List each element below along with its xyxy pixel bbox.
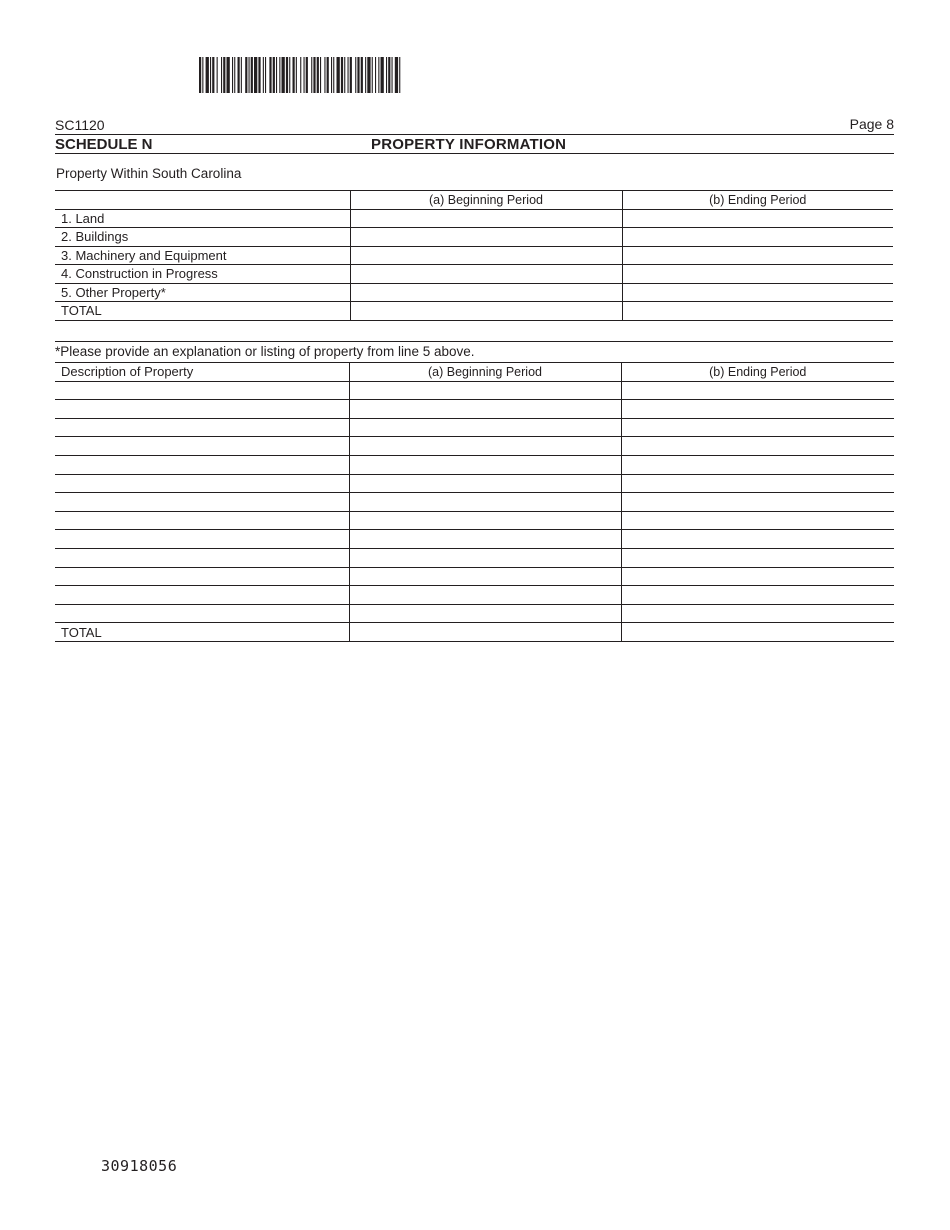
listing-ending-input[interactable] xyxy=(621,474,894,493)
listing-description-input[interactable] xyxy=(55,437,349,456)
table-row xyxy=(55,381,894,400)
barcode-bar xyxy=(331,57,332,93)
listing-ending-input[interactable] xyxy=(621,548,894,567)
barcode-bar xyxy=(263,57,264,93)
listing-description-input[interactable] xyxy=(55,381,349,400)
barcode-bar xyxy=(320,57,321,93)
listing-ending-input[interactable] xyxy=(621,400,894,419)
barcode-bar xyxy=(388,57,390,93)
listing-ending-input[interactable] xyxy=(621,586,894,605)
barcode-bar xyxy=(395,57,398,93)
listing-ending-input[interactable] xyxy=(621,604,894,623)
listing-total-ending-input[interactable] xyxy=(621,623,894,642)
barcode-bar xyxy=(249,57,250,93)
barcode-bar xyxy=(372,57,373,93)
table-row xyxy=(55,246,893,265)
barcode-bar xyxy=(199,57,201,93)
table-row xyxy=(55,474,894,493)
listing-description-input[interactable] xyxy=(55,418,349,437)
listing-ending-input[interactable] xyxy=(621,418,894,437)
construction-beginning-input[interactable] xyxy=(350,265,622,284)
row-label-construction: 4. Construction in Progress xyxy=(55,265,350,284)
barcode-bar xyxy=(265,57,266,93)
barcode-bar xyxy=(300,57,301,93)
listing-beginning-input[interactable] xyxy=(349,548,621,567)
listing-beginning-input[interactable] xyxy=(349,381,621,400)
barcode-bar xyxy=(293,57,295,93)
barcode-bar xyxy=(223,57,225,93)
table-row xyxy=(55,400,894,419)
barcode-bar xyxy=(392,57,393,93)
table-row xyxy=(55,548,894,567)
barcode-bar xyxy=(381,57,384,93)
section-divider xyxy=(55,341,893,342)
barcode-bar xyxy=(254,57,257,93)
listing-description-input[interactable] xyxy=(55,586,349,605)
property-table xyxy=(55,190,893,321)
barcode-bar xyxy=(327,57,329,93)
barcode-bar xyxy=(378,57,379,93)
barcode-bar xyxy=(324,57,325,93)
barcode-bar xyxy=(273,57,275,93)
listing-beginning-input[interactable] xyxy=(349,455,621,474)
table-row xyxy=(55,586,894,605)
barcode xyxy=(199,57,471,93)
section-title-sc-property: Property Within South Carolina xyxy=(56,166,242,181)
col-ending-period: (b) Ending Period xyxy=(622,191,893,210)
construction-ending-input[interactable] xyxy=(622,265,893,284)
title-divider xyxy=(55,153,894,154)
barcode-bar xyxy=(210,57,211,93)
table-row xyxy=(55,209,893,228)
barcode-bar xyxy=(399,57,400,93)
barcode-bar xyxy=(234,57,235,93)
total-ending-input[interactable] xyxy=(622,302,893,321)
barcode-bar xyxy=(245,57,247,93)
barcode-bar xyxy=(357,57,359,93)
listing-beginning-input[interactable] xyxy=(349,530,621,549)
row-label-buildings: 2. Buildings xyxy=(55,228,350,247)
other-property-note: *Please provide an explanation or listing of property from line 5 above. xyxy=(55,344,475,359)
barcode-bar xyxy=(276,57,277,93)
barcode-bar xyxy=(348,57,349,93)
listing-description-input[interactable] xyxy=(55,604,349,623)
listing-ending-input[interactable] xyxy=(621,567,894,586)
barcode-bar xyxy=(365,57,366,93)
header-divider xyxy=(55,134,894,135)
barcode-bar xyxy=(344,57,345,93)
barcode-bar xyxy=(350,57,352,93)
other-ending-input[interactable] xyxy=(622,283,893,302)
col-description: Description of Property xyxy=(55,363,349,382)
barcode-bar xyxy=(361,57,363,93)
listing-beginning-input[interactable] xyxy=(349,474,621,493)
barcode-bar xyxy=(289,57,290,93)
listing-ending-input[interactable] xyxy=(621,455,894,474)
listing-description-input[interactable] xyxy=(55,493,349,512)
row-label-other-property: 5. Other Property* xyxy=(55,283,350,302)
table-row xyxy=(55,283,893,302)
table-row xyxy=(55,511,894,530)
listing-description-input[interactable] xyxy=(55,455,349,474)
table-row xyxy=(55,530,894,549)
listing-ending-input[interactable] xyxy=(621,493,894,512)
form-code xyxy=(101,1158,191,1174)
barcode-bar xyxy=(375,57,376,93)
barcode-bar xyxy=(317,57,319,93)
barcode-bar xyxy=(355,57,356,93)
barcode-bar xyxy=(202,57,203,93)
barcode-bar xyxy=(206,57,209,93)
row-label-total: TOTAL xyxy=(55,302,350,321)
col-ending-period: (b) Ending Period xyxy=(621,363,894,382)
listing-beginning-input[interactable] xyxy=(349,604,621,623)
barcode-bar xyxy=(217,57,218,93)
land-ending-input[interactable] xyxy=(622,209,893,228)
listing-ending-input[interactable] xyxy=(621,437,894,456)
col-beginning-period: (a) Beginning Period xyxy=(350,191,622,210)
barcode-bar xyxy=(258,57,260,93)
listing-beginning-input[interactable] xyxy=(349,400,621,419)
barcode-bar xyxy=(304,57,305,93)
row-label-machinery: 3. Machinery and Equipment xyxy=(55,246,350,265)
barcode-bar xyxy=(367,57,370,93)
listing-beginning-input[interactable] xyxy=(349,493,621,512)
table-row xyxy=(55,493,894,512)
barcode-bar xyxy=(386,57,387,93)
listing-beginning-input[interactable] xyxy=(349,437,621,456)
barcode-bar xyxy=(286,57,288,93)
barcode-bar xyxy=(232,57,233,93)
form-code-text: 30918056 xyxy=(101,1158,178,1174)
other-beginning-input[interactable] xyxy=(350,283,622,302)
barcode-bar xyxy=(212,57,214,93)
barcode-bar xyxy=(227,57,230,93)
table-row xyxy=(55,302,893,321)
property-table-header xyxy=(55,191,893,210)
machinery-beginning-input[interactable] xyxy=(350,246,622,265)
barcode-bar xyxy=(251,57,253,93)
machinery-ending-input[interactable] xyxy=(622,246,893,265)
barcode-bar xyxy=(311,57,312,93)
listing-description-input[interactable] xyxy=(55,474,349,493)
listing-description-input[interactable] xyxy=(55,530,349,549)
listing-description-input[interactable] xyxy=(55,548,349,567)
barcode-bar xyxy=(241,57,242,93)
table-row xyxy=(55,228,893,247)
listing-description-input[interactable] xyxy=(55,567,349,586)
listing-description-input[interactable] xyxy=(55,511,349,530)
blank-header-cell xyxy=(55,191,350,210)
barcode-bar xyxy=(269,57,271,93)
barcode-bar xyxy=(282,57,285,93)
listing-beginning-input[interactable] xyxy=(349,567,621,586)
row-label-land: 1. Land xyxy=(55,209,350,228)
table-row xyxy=(55,437,894,456)
listing-beginning-input[interactable] xyxy=(349,418,621,437)
barcode-bar xyxy=(238,57,240,93)
land-beginning-input[interactable] xyxy=(350,209,622,228)
listing-total-beginning-input[interactable] xyxy=(349,623,621,642)
table-row xyxy=(55,623,894,642)
barcode-bar xyxy=(341,57,343,93)
table-row xyxy=(55,604,894,623)
barcode-bar xyxy=(279,57,280,93)
buildings-ending-input[interactable] xyxy=(622,228,893,247)
listing-beginning-input[interactable] xyxy=(349,586,621,605)
page-number: Page 8 xyxy=(849,116,894,132)
barcode-bar xyxy=(306,57,308,93)
other-property-table-header xyxy=(55,363,894,382)
schedule-title: PROPERTY INFORMATION xyxy=(371,136,567,153)
table-row xyxy=(55,265,893,284)
barcode-bar xyxy=(313,57,315,93)
row-label-total: TOTAL xyxy=(55,623,349,642)
table-row xyxy=(55,418,894,437)
table-row xyxy=(55,567,894,586)
barcode-bar xyxy=(221,57,222,93)
form-id: SC1120 xyxy=(55,117,105,133)
listing-description-input[interactable] xyxy=(55,400,349,419)
table-row xyxy=(55,455,894,474)
listing-ending-input[interactable] xyxy=(621,530,894,549)
barcode-bar xyxy=(296,57,297,93)
listing-beginning-input[interactable] xyxy=(349,511,621,530)
listing-ending-input[interactable] xyxy=(621,381,894,400)
col-beginning-period: (a) Beginning Period xyxy=(349,363,621,382)
buildings-beginning-input[interactable] xyxy=(350,228,622,247)
total-beginning-input[interactable] xyxy=(350,302,622,321)
listing-ending-input[interactable] xyxy=(621,511,894,530)
barcode-bar xyxy=(337,57,340,93)
other-property-table xyxy=(55,362,894,642)
schedule-label: SCHEDULE N xyxy=(55,136,153,153)
barcode-bar xyxy=(333,57,334,93)
